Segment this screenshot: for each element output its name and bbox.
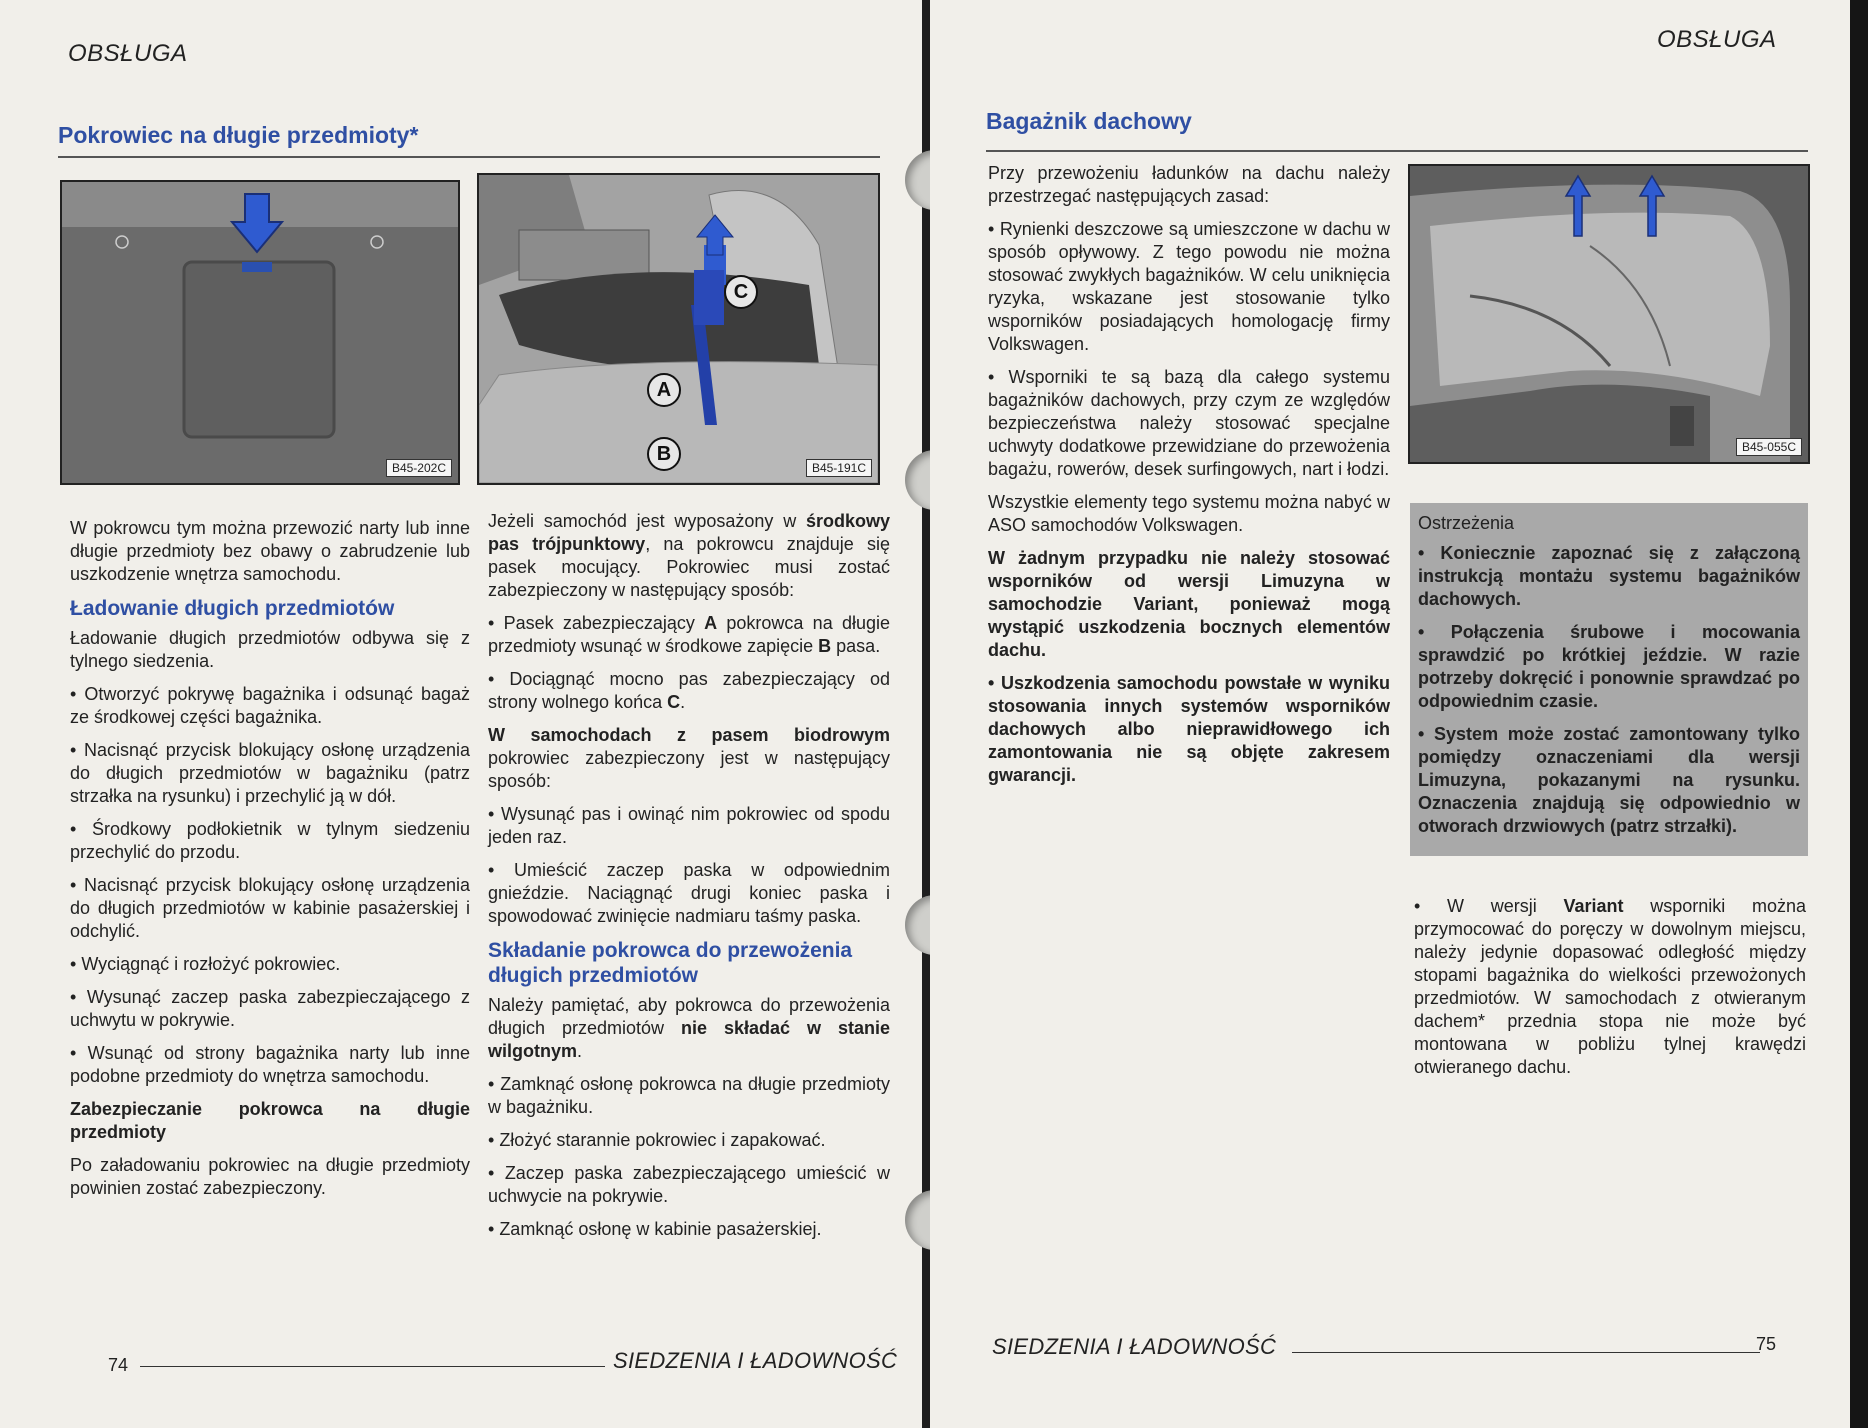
loading-step-7: • Wsunąć od strony bagażnika narty lub inne podobne przedmioty do wnętrza samochodu. [70,1042,470,1088]
left-page [0,0,922,1428]
left-column-2 [488,510,890,1251]
left-footer-rule [140,1366,605,1367]
figure-rear-seat-belt [477,173,880,485]
three-point-belt-paragraph: Jeżeli samochód jest wyposażony w środkowy pas trójpunktowy, na pokrowcu znajduje się pasek mocujący. Pokrowiec musi zostać zabezpieczony w następujący sposób: [488,511,890,600]
right-column-1 [988,162,1390,797]
securing-paragraph: Po załadowaniu pokrowiec na długie przedmioty powinien zostać zabezpieczony. [70,1155,470,1198]
page-edge [1850,0,1868,1428]
roof-rack-rule-1: • Rynienki deszczowe są umieszczone w dachu w sposób opływowy. Z tego powodu nie można stosować zwykłych bagażników. W celu uniknięcia ryzyka, wskazane jest stosowanie tylko wsporników posiadających homologację firmy Volkswagen. [988,218,1390,356]
figure-trunk-cover [60,180,460,485]
right-section-label: OBSŁUGA [1657,26,1777,53]
warning-box [1410,503,1808,856]
folding-step-2: • Złożyć starannie pokrowiec i zapakować. [488,1129,890,1152]
folding-step-3: • Zaczep paska zabezpieczającego umieścić w uchwycie na pokrywie. [488,1162,890,1208]
roof-rack-availability: Wszystkie elementy tego systemu można nabyć w ASO samochodów Volkswagen. [988,492,1390,535]
right-footer-section: SIEDZENIA I ŁADOWNOŚĆ [992,1334,1277,1359]
loading-step-3: • Środkowy podłokietnik w tylnym siedzeniu przechylić do przodu. [70,818,470,864]
heading-folding: Składanie pokrowca do przewożenia długich przedmiotów [488,939,853,987]
folding-paragraph: Należy pamiętać, aby pokrowca do przewożenia długich przedmiotów nie składać w stanie wilgotnym. [488,995,890,1061]
loading-step-1: • Otworzyć pokrywę bagażnika i odsunąć bagaż ze środkowej części bagażnika. [70,683,470,729]
loading-paragraph: Ładowanie długich przedmiotów odbywa się z tylnego siedzenia. [70,628,470,671]
lap-belt-step-1: • Wysunąć pas i owinąć nim pokrowiec od spodu jeden raz. [488,803,890,849]
right-page-title: Bagażnik dachowy [986,108,1192,134]
callout-a: A [647,373,681,407]
left-page-number: 74 [108,1355,129,1375]
warning-item-3: • System może zostać zamontowany tylko pomiędzy oznaczeniami dla wersji Limuzyna, pokazanymi na rysunku. Oznaczenia znajdują się odpowiednio w otworach drzwiowych (patrz strzałki). [1418,723,1800,838]
left-page-title: Pokrowiec na długie przedmioty* [58,122,419,148]
loading-step-6: • Wysunąć zaczep paska zabezpieczającego z uchwytu w pokrywie. [70,986,470,1032]
warning-item-2: • Połączenia śrubowe i mocowania sprawdzić po krótkiej jeździe. W razie potrzeby dokręcić i ponownie sprawdzać po odpowiednim czasie. [1418,621,1800,713]
loading-step-2: • Nacisnąć przycisk blokujący osłonę urządzenia do długich przedmiotów w bagażniku (patrz strzałka na rysunku) i przechylić ją w dół. [70,739,470,808]
callout-c: C [724,275,758,309]
belt-step-1: • Pasek zabezpieczający A pokrowca na długie przedmioty wsunąć w środkowe zapięcie B pasa. [488,612,890,658]
intro-paragraph: W pokrowcu tym można przewozić narty lub inne długie przedmioty bez obawy o zabrudzenie lub uszkodzenie wnętrza samochodu. [70,518,470,584]
variant-mounting-note: • W wersji Variant wsporniki można przymocować do poręczy w dowolnym miejscu, należy jedynie dopasować odległość między stopami bagażnika do wielkości przewożonych przedmiotów. W samochodach z otwieranym dachem* przednia stopa nie może być montowana w pobliżu tylnej krawędzi otwieranego dachu. [1414,895,1806,1079]
figure-code-191c: B45-191C [806,459,872,477]
roof-rack-rule-2: • Wsporniki te są bazą dla całego systemu bagażników dachowych, przy czym ze względów bezpieczeństwa należy stosować specjalne uchwyty dodatkowe przewidziane do przewożenia bagażu, rowerów, desek surfingowych, nart i łodzi. [988,366,1390,481]
roof-rack-variant-warning: W żadnym przypadku nie należy stosować wsporników od wersji Limuzyna w samochodzie Variant, ponieważ mogą wystąpić uszkodzenia bocznych elementów dachu. [988,548,1390,660]
roof-rack-warranty-note: • Uszkodzenia samochodu powstałe w wyniku stosowania innych systemów wsporników dachowych albo nieprawidłowego ich zamontowania nie są objęte zakresem gwarancji. [988,672,1390,787]
left-footer-section: SIEDZENIA I ŁADOWNOŚĆ [613,1348,898,1373]
door-frame-illustration [1410,166,1808,462]
trunk-cover-illustration [62,182,458,483]
figure-roof-markings [1408,164,1810,464]
roof-rack-intro: Przy przewożeniu ładunków na dachu należy przestrzegać następujących zasad: [988,163,1390,206]
left-title-rule [58,156,880,158]
folding-step-1: • Zamknąć osłonę pokrowca na długie przedmioty w bagażniku. [488,1073,890,1119]
subheading-securing: Zabezpieczanie pokrowca na długie przedmioty [70,1099,470,1142]
figure-code-055c: B45-055C [1736,438,1802,456]
belt-step-2: • Dociągnąć mocno pas zabezpieczający od strony wolnego końca C. [488,668,890,714]
left-section-label: OBSŁUGA [68,40,188,67]
folding-step-4: • Zamknąć osłonę w kabinie pasażerskiej. [488,1218,890,1241]
right-title-rule [986,150,1808,152]
rear-seat-illustration [479,175,878,483]
left-column-1 [70,517,470,1210]
right-column-2 [1414,895,1806,1089]
right-page [930,0,1850,1428]
loading-step-5: • Wyciągnąć i rozłożyć pokrowiec. [70,953,470,976]
right-footer-rule [1292,1352,1760,1353]
callout-b: B [647,437,681,471]
heading-loading: Ładowanie długich przedmiotów [70,597,395,620]
figure-code-202c: B45-202C [386,459,452,477]
warning-item-1: • Koniecznie zapoznać się z załączoną instrukcją montażu systemu bagażników dachowych. [1418,542,1800,611]
lap-belt-step-2: • Umieścić zaczep paska w odpowiednim gnieździe. Naciągnąć drugi koniec paska i spowodować zwinięcie nadmiaru taśmy paska. [488,859,890,928]
loading-step-4: • Nacisnąć przycisk blokujący osłonę urządzenia do długich przedmiotów w kabinie pasażerskiej i odchylić. [70,874,470,943]
right-page-number: 75 [1756,1334,1777,1354]
warning-title: Ostrzeżenia [1418,513,1515,533]
lap-belt-paragraph: W samochodach z pasem biodrowym pokrowiec zabezpieczony jest w następujący sposób: [488,725,890,791]
